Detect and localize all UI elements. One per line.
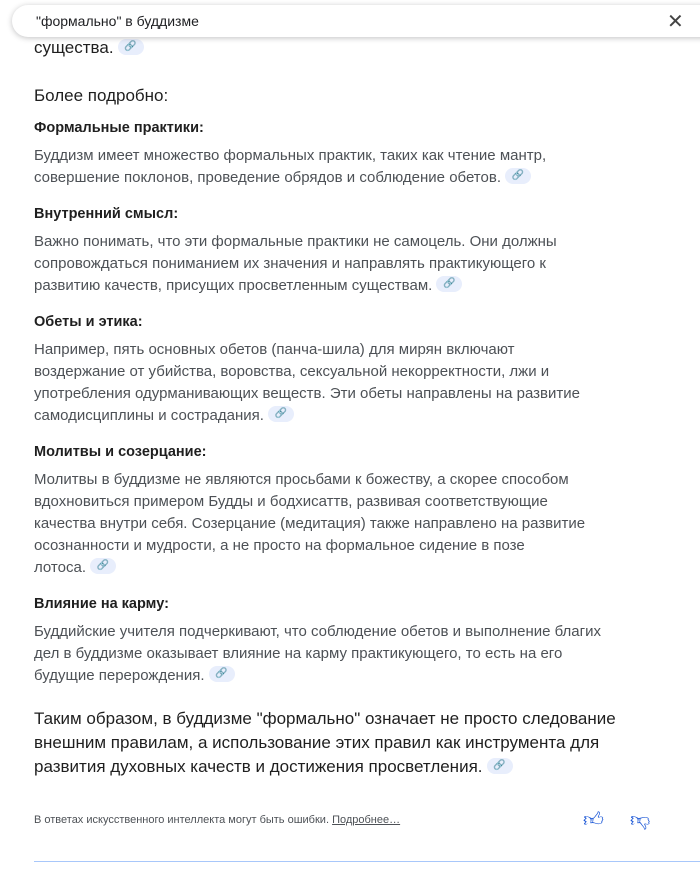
line-text: развития духовных качеств и достижения просветления. (34, 757, 483, 776)
text-line (34, 755, 616, 779)
line-text: внешним правилам, а использование этих правил как инструмента для (34, 733, 600, 752)
text-line (34, 167, 546, 189)
section-heading: Формальные практики: (34, 120, 204, 136)
search-bar[interactable] (12, 5, 700, 37)
section-body (34, 231, 557, 297)
line-text: осознанности и мудрости, а не просто на формальное сидение в позе (34, 537, 525, 554)
fragment-text: существа. (34, 38, 114, 57)
conclusion (34, 707, 616, 779)
link-icon[interactable]: 🔗 (118, 39, 144, 55)
line-text: Молитвы в буддизме не являются просьбами к божеству, а скорее способом (34, 471, 569, 488)
line-text: самодисциплины и сострадания. (34, 407, 264, 424)
section-heading: Влияние на карму: (34, 596, 169, 612)
footer (34, 814, 400, 826)
section-body (34, 145, 546, 189)
text-line (34, 383, 580, 405)
link-icon[interactable]: 🔗 (505, 168, 531, 184)
line-text: будущие перерождения. (34, 667, 205, 684)
text-line (34, 643, 601, 665)
text-line (34, 513, 585, 535)
search-input[interactable]: "формально" в буддизме (36, 13, 199, 29)
text-line (34, 145, 546, 167)
text-line (34, 665, 601, 687)
text-line (34, 253, 557, 275)
text-line (34, 275, 557, 297)
section-heading: Обеты и этика: (34, 314, 143, 330)
line-text: Таким образом, в буддизме "формально" означает не просто следование (34, 709, 616, 728)
line-text: Буддийские учителя подчеркивают, что соблюдение обетов и выполнение благих (34, 623, 601, 640)
thumbs-down-icon[interactable]: 👎︎ (630, 809, 651, 831)
line-text: развитию качеств, присущих просветленным существам. (34, 277, 433, 294)
text-line (34, 361, 580, 383)
line-text: лотоса. (34, 559, 86, 576)
line-text: качества внутри себя. Созерцание (медитация) также направлено на развитие (34, 515, 586, 532)
section-body (34, 339, 580, 427)
thumbs-up-icon[interactable]: 👍︎ (583, 809, 604, 831)
divider (34, 861, 700, 862)
line-text: сопровождаться пониманием их значения и направлять практикующего к (34, 255, 546, 272)
text-line (34, 405, 580, 427)
text-line (34, 339, 580, 361)
subtitle: Более подробно: (34, 86, 169, 105)
line-text: Важно понимать, что эти формальные практики не самоцель. Они должны (34, 233, 557, 250)
top-fragment (34, 36, 144, 60)
text-line (34, 557, 585, 579)
disclaimer: В ответах искусственного интеллекта могут быть ошибки. (34, 814, 329, 826)
section-heading: Внутренний смысл: (34, 206, 179, 222)
text-line (34, 731, 616, 755)
line-text: употребления одурманивающих веществ. Эти обеты направлены на развитие (34, 385, 580, 402)
link-icon[interactable]: 🔗 (268, 406, 294, 422)
link-icon[interactable]: 🔗 (487, 758, 513, 774)
line-text: воздержание от убийства, воровства, сексуальной некорректности, лжи и (34, 363, 550, 380)
line-text: Например, пять основных обетов (панча-шила) для мирян включают (34, 341, 515, 358)
link-icon[interactable]: 🔗 (209, 666, 235, 682)
line-text: совершение поклонов, проведение обрядов и соблюдение обетов. (34, 169, 501, 186)
close-icon[interactable]: ✕ (667, 11, 684, 33)
link-icon[interactable]: 🔗 (90, 558, 116, 574)
section-body (34, 621, 601, 687)
link-icon[interactable]: 🔗 (436, 276, 462, 292)
text-line (34, 491, 585, 513)
text-line (34, 621, 601, 643)
section-body (34, 469, 585, 579)
text-line (34, 707, 616, 731)
learn-more-link[interactable]: Подробнее… (332, 814, 401, 826)
text-line (34, 535, 585, 557)
section-heading: Молитвы и созерцание: (34, 444, 207, 460)
text-line (34, 231, 557, 253)
line-text: Буддизм имеет множество формальных практик, таких как чтение мантр, (34, 147, 547, 164)
text-line (34, 469, 585, 491)
line-text: вдохновиться примером Будды и бодхисаттв, развивая соответствующие (34, 493, 548, 510)
line-text: дел в буддизме оказывает влияние на карму практикующего, то есть на его (34, 645, 563, 662)
